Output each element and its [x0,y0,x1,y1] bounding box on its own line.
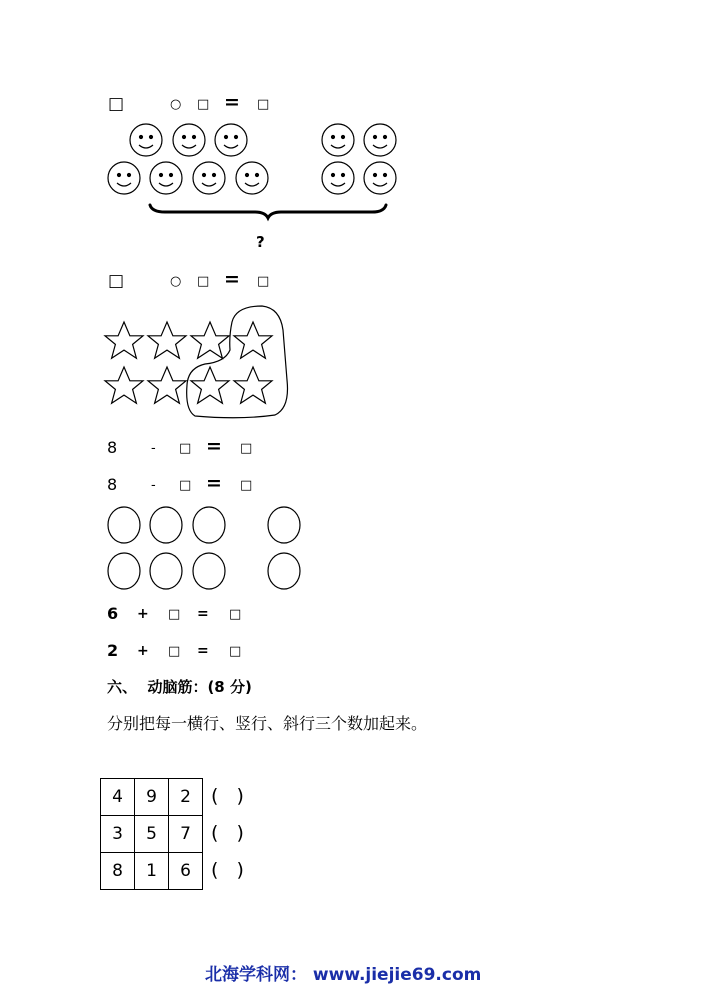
oval-icon [108,553,140,589]
blank-box: □ [197,97,210,112]
blank-box: □ [179,441,192,456]
equals-sign: = [224,91,240,113]
answer-parentheses: ( ) [211,822,244,844]
grid-cell: 2 [169,779,203,816]
grid-cell: 3 [101,816,135,853]
blank-box: □ [108,271,125,291]
blank-box: □ [197,274,210,289]
blank-box: □ [229,607,242,622]
oval-icon [150,553,182,589]
plus-sign: + [137,606,149,622]
footer-watermark: 北海学科网： www.jiejie69.com [205,965,482,985]
blank-box: □ [168,644,181,659]
plus-sign: + [137,643,149,659]
grid-cell: 1 [135,853,169,890]
oval-icon [150,507,182,543]
question-mark: ? [256,233,265,251]
number-8: 8 [107,438,118,457]
blank-box: □ [229,644,242,659]
grid-cell: 9 [135,779,169,816]
blank-box: □ [108,94,125,114]
oval-icon [268,553,300,589]
grid-row [101,816,203,853]
section-instruction: 分别把每一横行、竖行、斜行三个数加起来。 [107,714,428,733]
number-8: 8 [107,475,118,494]
equals-sign: = [197,643,209,659]
answer-parentheses: ( ) [211,785,244,807]
equals-sign: = [206,435,222,457]
blank-box: □ [168,607,181,622]
section-title: 六、 动脑筋：(8 分) [107,678,252,696]
equals-sign: = [224,268,240,290]
grid-row [101,779,203,816]
blank-box: □ [257,97,270,112]
operator-circle: ○ [170,274,182,289]
number-6: 6 [107,604,119,623]
number-grid [100,778,203,890]
minus-sign: - [151,441,156,456]
operator-circle: ○ [170,97,182,112]
oval-icon [268,507,300,543]
oval-icon [108,507,140,543]
blank-box: □ [257,274,270,289]
grid-row [101,853,203,890]
grid-cell: 5 [135,816,169,853]
equals-sign: = [197,606,209,622]
blank-box: □ [179,478,192,493]
minus-sign: - [151,478,156,493]
grid-cell: 6 [169,853,203,890]
number-2: 2 [107,641,119,660]
equals-sign: = [206,472,222,494]
answer-parentheses: ( ) [211,859,244,881]
blank-box: □ [240,441,253,456]
grid-cell: 7 [169,816,203,853]
oval-icon [193,507,225,543]
grid-cell: 4 [101,779,135,816]
blank-box: □ [240,478,253,493]
oval-icon [193,553,225,589]
grid-cell: 8 [101,853,135,890]
